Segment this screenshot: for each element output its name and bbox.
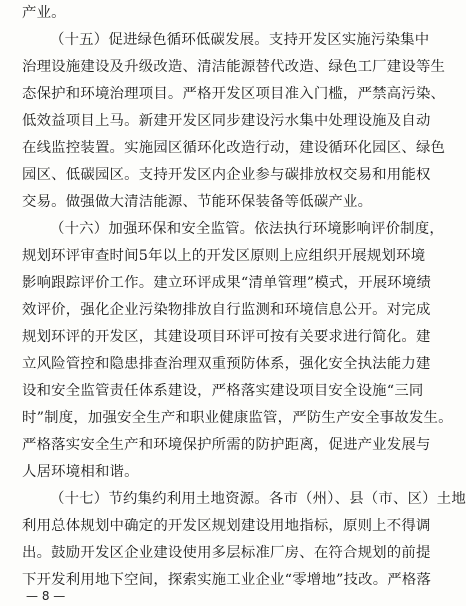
text-line: 规划环评审查时间5年以上的开发区原则上应组织开展规划环境 [22, 248, 426, 264]
text-line: 规划环评的开发区，其建设项目环评可按有关要求进行简化。建 [22, 329, 431, 345]
text-line: 时”制度，加强安全生产和职业健康监管，严防生产安全事故发生。 [22, 410, 453, 426]
text-line: 效评价，强化企业污染物排放自行监测和环境信息公开。对完成 [22, 302, 431, 318]
text-line: 立风险管控和隐患排查治理双重预防体系，强化安全执法能力建 [22, 356, 431, 372]
text-line: 出。鼓励开发区企业建设使用多层标准厂房、在符合规划的前提 [22, 545, 431, 561]
section-heading-17: （十七）节约集约利用土地资源。各市（州）、县（市、区）土地 [50, 491, 466, 507]
text-line: 交易。做强做大清洁能源、节能环保装备等低碳产业。 [22, 194, 373, 210]
text-line: 在线监控装置。实施园区循环化改造行动，建设循环化园区、绿色 [22, 140, 446, 156]
text-line: 下开发利用地下空间，探索实施工业企业“零增地”技改。严格落 [22, 572, 432, 588]
section-heading-15: （十五）促进绿色循环低碳发展。支持开发区实施污染集中 [50, 32, 430, 48]
text-line: 设和安全监管责任体系建设，严格落实建设项目安全设施“三同 [22, 383, 424, 399]
text-line: 影响跟踪评价工作。建立环评成果“清单管理”模式，开展环境绩 [22, 275, 432, 291]
text-line: 治理设施建设及升级改造、清洁能源替代改造、绿色工厂建设等生 [22, 59, 446, 75]
text-line: 产业。 [22, 5, 66, 21]
page-number: — 8 — [26, 589, 66, 603]
text-line: 园区、低碳园区。支持开发区内企业参与碳排放权交易和用能权 [22, 167, 431, 183]
text-line: 人居环境相和谐。 [22, 464, 139, 480]
text-line: 态保护和环境治理项目。严格开发区项目准入门槛，严禁高污染、 [22, 86, 446, 102]
section-heading-16: （十六）加强环保和安全监管。依法执行环境影响评价制度， [50, 221, 444, 237]
text-line: 利用总体规划中确定的开发区规划建设用地指标，原则上不得调 [22, 518, 431, 534]
text-line: 严格落实安全生产和环境保护所需的防护距离，促进产业发展与 [22, 437, 431, 453]
text-line: 低效益项目上马。新建开发区同步建设污水集中处理设施及自动 [22, 113, 431, 129]
